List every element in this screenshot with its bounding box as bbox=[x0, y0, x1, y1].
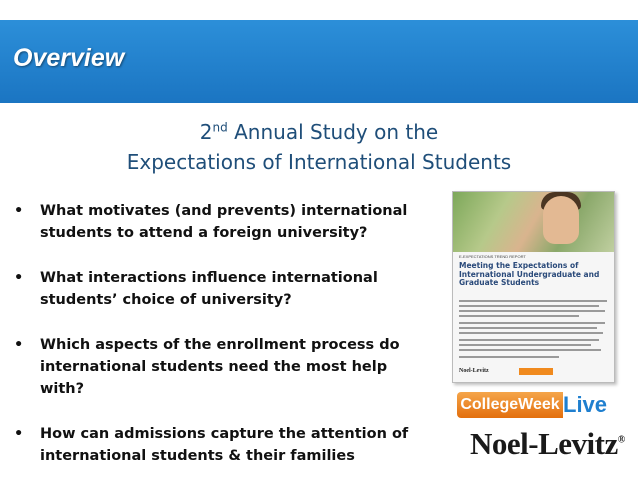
report-text-line bbox=[459, 327, 597, 329]
report-text-line bbox=[459, 344, 591, 346]
report-text-line bbox=[459, 310, 605, 312]
bullet-text: Which aspects of the enrollment process do international students need the most help with? bbox=[40, 337, 400, 397]
subtitle-ordinal-number: 2 bbox=[199, 120, 213, 144]
bullet-text: What motivates (and prevents) international students to attend a foreign university? bbox=[40, 203, 408, 241]
report-footer bbox=[459, 367, 609, 377]
report-text-line bbox=[459, 300, 607, 302]
header-banner bbox=[0, 20, 638, 103]
bullet-item bbox=[14, 334, 434, 400]
collegeweek-logo-text: CollegeWeek bbox=[457, 392, 563, 418]
noel-levitz-logo bbox=[470, 426, 625, 462]
bullet-dot: • bbox=[14, 203, 24, 219]
live-logo-text: Live bbox=[563, 392, 608, 417]
report-cover-thumbnail bbox=[452, 191, 615, 383]
bullet-dot: • bbox=[14, 337, 24, 353]
report-text-line bbox=[459, 305, 599, 307]
collegeweek-live-logo bbox=[457, 392, 613, 418]
subtitle-line-2: Expectations of International Students bbox=[126, 150, 512, 174]
registered-mark: ® bbox=[617, 434, 625, 446]
bullet-item bbox=[14, 423, 434, 467]
slide-title: Overview bbox=[13, 44, 125, 72]
report-footer-brand: Noel-Levitz bbox=[459, 368, 489, 374]
report-text-line bbox=[459, 356, 559, 358]
subtitle-line-1-text: Annual Study on the bbox=[227, 120, 439, 144]
bullet-item bbox=[14, 200, 434, 244]
report-text-line bbox=[459, 315, 579, 317]
report-text-line bbox=[459, 332, 603, 334]
report-cover-photo bbox=[453, 192, 614, 252]
report-title: Meeting the Expectations of International Undergraduate and Graduate Students bbox=[459, 261, 600, 287]
subtitle-line-1 bbox=[0, 120, 638, 144]
bullet-dot: • bbox=[14, 426, 24, 442]
question-list bbox=[14, 200, 434, 490]
bullet-text: How can admissions capture the attention of international students & their families bbox=[40, 426, 409, 464]
noel-levitz-logo-text: Noel-Levitz bbox=[470, 426, 618, 461]
student-face bbox=[543, 196, 579, 244]
report-text-line bbox=[459, 322, 605, 324]
subtitle-ordinal-suffix: nd bbox=[212, 120, 228, 135]
report-text-line bbox=[459, 339, 599, 341]
report-footer-collegeweek-logo bbox=[519, 368, 553, 375]
bullet-dot: • bbox=[14, 270, 24, 286]
report-text-line bbox=[459, 349, 601, 351]
bullet-item bbox=[14, 267, 434, 311]
report-label: E-EXPECTATIONS TREND REPORT bbox=[459, 254, 526, 259]
bullet-text: What interactions influence international students’ choice of university? bbox=[40, 270, 378, 308]
